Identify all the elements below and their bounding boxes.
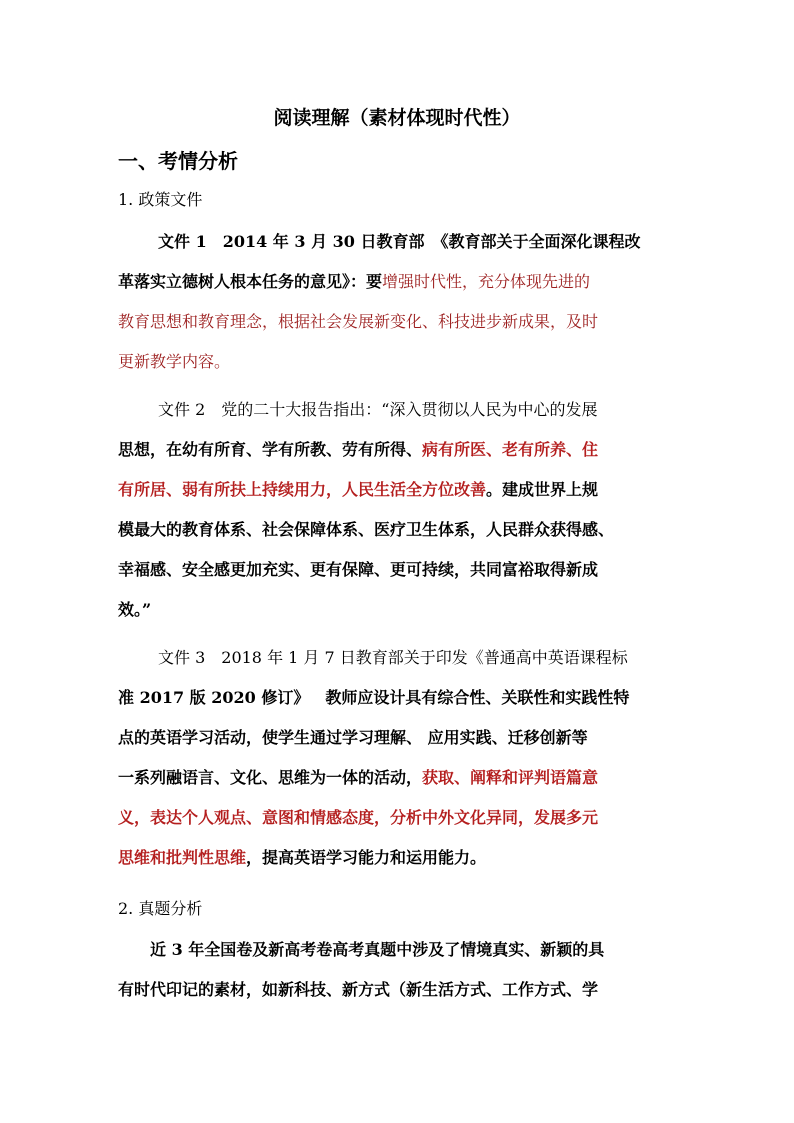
doc3-line-2-part-a: 准 2017 版 2020 修订》 [118,688,310,707]
exam-analysis-paragraph [118,930,688,1010]
analysis-line-1: 近 3 年全国卷及新高考卷高考真题中涉及了情境真实、新颖的具 [150,940,605,959]
doc2-line-2 [118,430,688,470]
doc3-line-6-part-b: ，提高英语学习能力和运用能力。 [246,848,487,867]
doc1-line-2-part-b: 增强时代性，充分体现先进的 [382,272,591,291]
doc2-line-6: 效。” [118,600,152,619]
doc2-line-1 [118,390,688,430]
doc1-line-4: 更新教学内容。 [118,352,231,371]
analysis-line-2: 有时代印记的素材，如新科技、新方式（新生活方式、工作方式、学 [118,980,599,999]
doc2-line-1-text: 文件 2 党的二十大报告指出：“深入贯彻以人民为中心的发展 [158,400,598,419]
doc3-line-2-part-b: 教师应设计具有综合性、关联性和实践性特 [325,688,630,707]
section-heading: 一、考情分析 [118,149,238,173]
doc1-line-2-part-a: 革落实立德树人根本任务的意见》：要 [118,272,383,291]
doc3-line-4 [118,758,688,798]
doc1-line-3: 教育思想和教育理念，根据社会发展新变化、科技进步新成果，及时 [118,312,599,331]
policy-doc-3 [118,638,688,878]
doc2-line-2-part-a: 思想，在幼有所育、学有所教、劳有所得、 [118,440,423,459]
doc2-line-3-part-a: 有所居、弱有所扶上持续用力，人民生活全方位改善 [118,480,487,499]
doc2-line-2-part-b: 病有所医、老有所养、住 [422,440,599,459]
doc3-line-6 [118,838,688,878]
doc2-line-3-part-b: 。建成世界上规 [486,480,599,499]
page-title: 阅读理解（素材体现时代性） [273,107,521,129]
doc1-line-2 [118,262,688,302]
policy-doc-1 [118,222,688,382]
doc3-line-3: 点的英语学习活动，使学生通过学习理解、 应用实践、迁移创新等 [118,728,588,747]
subsection-policy-documents: 1. 政策文件 [118,190,203,209]
doc2-line-3 [118,470,688,510]
policy-doc-2 [118,390,688,630]
doc1-line-1: 文件 1 2014 年 3 月 30 日教育部 《教育部关于全面深化课程改 [158,232,641,251]
doc3-line-1: 文件 3 2018 年 1 月 7 日教育部关于印发《普通高中英语课程标 [158,648,628,667]
doc2-line-4: 模最大的教育体系、社会保障体系、医疗卫生体系，人民群众获得感、 [118,520,615,539]
doc3-line-2 [118,678,688,718]
doc3-line-4-part-b: 获取、阐释和评判语篇意 [422,768,599,787]
doc3-line-6-part-a: 思维和批判性思维 [118,848,247,867]
doc3-line-5: 义，表达个人观点、意图和情感态度，分析中外文化异同，发展多元 [118,808,599,827]
doc2-line-5: 幸福感、安全感更加充实、更有保障、更可持续，共同富裕取得新成 [118,560,599,579]
doc3-line-4-part-a: 一系列融语言、文化、思维为一体的活动， [118,768,423,787]
subsection-exam-analysis: 2. 真题分析 [118,899,203,918]
